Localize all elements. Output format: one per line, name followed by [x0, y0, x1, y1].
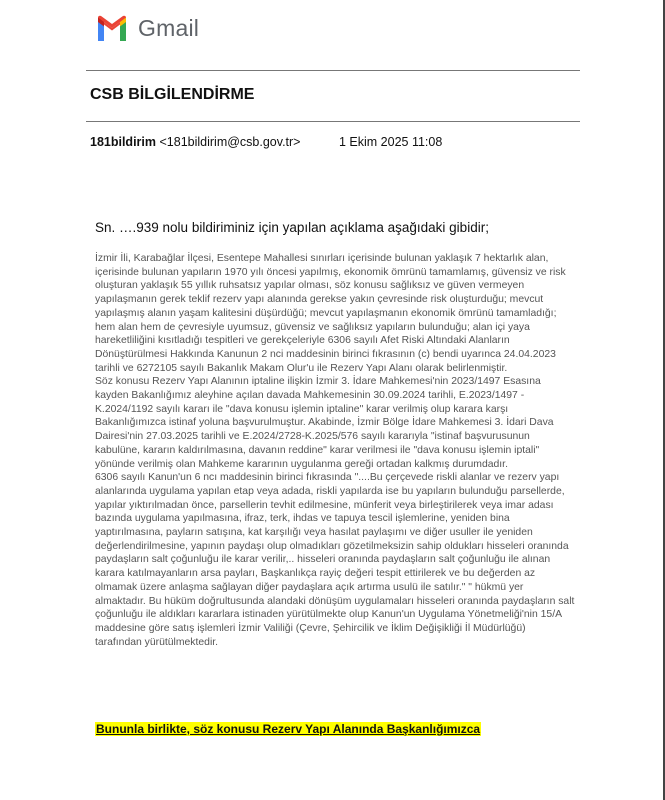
body-paragraph: Söz konusu Rezerv Yapı Alanının iptaline ilişkin İzmir 3. İdare Mahkemesi'nin 2023/1497 Esasına kayden Bakanlığımız aleyhine açılan davada Mahkemesinin 30.09.2024 tarihli, E.2023/1497 - K.2024/1192 sayılı kararı ile "dava konusu işlemin iptaline" karar verilmiş olup karara karşı Bakanlığımızca istinaf yoluna başvurulmuştur. Akabinde, İzmir Bölge İdare Mahkemesi 3. İdari Dava Dairesi'nin 27.03.2025 tarihli ve E.2024/2728-K.2025/576 sayılı kararıyla "istinaf başvurusunun kabulüne, kararın kaldırılmasına, davanın reddine" karar verilmesi ile "dava konusu işlemin iptali" yönünde verilmiş olan Mahkeme kararının uygulanma gereği ortadan kalkmış durumdadır.: [95, 376, 554, 470]
body-paragraph: 6306 sayılı Kanun'un 6 ncı maddesinin birinci fıkrasında "....Bu çerçevede riskli alanlar ve rezerv yapı alanlarında uygulama yapılan etap veya adada, riskli yapılarda ise bu yapıların bulunduğu parsellerde, yapılar yıktırılmadan önce, parsellerin tevhit edilmesine, münferit veya birleştirilerek veya imar adası bazında uygulama yapılmasına, ifraz, terk, ihdas ve tapuya tescil işlemlerine, yeniden bina yaptırılmasına, payların satışına, kat karşılığı veya hasılat paylaşımı ve diğer usuller ile yeniden değerlendirilmesine, yapının paydaşı olup olmadıkları gözetilmeksizin sahip oldukları hisseleri oranında paydaşların salt çoğunluğu ile karar verilir,.. hisseleri oranında paydaşların salt çoğunluğu ile alınan karara katılmayanların arsa payları, Başkanlıkça rayiç değeri tespit ettirilerek ve bu değerden az olmamak üzere anlaşma sağlayan diğer paydaşlara açık artırma usulü ile satılır." " hükmü yer almaktadır. Bu hüküm doğrultusunda alandaki dönüşüm uygulamaları hisseleri oranında paydaşların salt çoğunluğu ile aldıkları kararlara istinaden yürütülmekte olup Kanun'un Uygulama Yönetmeliği'nin 15/A maddesine göre satış işlemleri İzmir Valiliği (Çevre, Şehircilik ve İklim Değişikliği İl Müdürlüğü) tarafından yürütülmektedir.: [95, 472, 575, 648]
gmail-m-icon: [95, 14, 129, 42]
sender-name[interactable]: 181bildirim: [90, 135, 156, 149]
email-greeting: Sn. ….939 nolu bildiriminiz için yapılan açıklama aşağıdaki gibidir;: [95, 220, 489, 235]
sender-address[interactable]: <181bildirim@csb.gov.tr>: [159, 135, 301, 149]
body-paragraph: İzmir İli, Karabağlar İlçesi, Esentepe Mahallesi sınırları içerisinde bulunan yaklaşık 7 hektarlık alan, içerisinde bulunan yapıların 1970 yılı öncesi yapılmış, ekonomik ömrünü tamamlamış, güvensiz ve risk oluşturan yaklaşık 55 yıllık ruhsatsız yapılar olması, söz konusu sağlıksız ve güven vermeyen yapılaşmanın gerek teklif rezerv yapı alanında gerekse yakın çevresinde risk oluşturduğu; mevcut yapılaşmış alanın yaşam kalitesini düşürdüğü; mevcut yapılaşmanın ekonomik ömrünü tamamladığı; hem alan hem de çevresiyle uyumsuz, güvensiz ve sağlıksız yapıların bulunduğu; alan içi yaya hareketliliğini kısıtladığı tespitleri ve gerekçeleriyle 6306 sayılı Afet Riski Altındaki Alanların Dönüştürülmesi Hakkında Kanunun 2 nci maddesinin birinci fıkrasının (c) bendi uyarınca 24.04.2023 tarihli ve 6272105 sayılı Bakanlık Makam Olur'u ile Rezerv Yapı Alanı olarak belirlenmiştir.: [95, 253, 566, 374]
gmail-logo: [95, 14, 199, 42]
email-body: [95, 252, 575, 649]
gmail-wordmark: Gmail: [138, 14, 200, 41]
email-subject: CSB BİLGİLENDİRME: [90, 86, 255, 103]
header-divider: [86, 70, 580, 71]
email-date: 1 Ekim 2025 11:08: [339, 135, 443, 149]
highlighted-sentence: Bununla birlikte, söz konusu Rezerv Yapı Alanında Başkanlığımızca: [96, 722, 481, 736]
subject-divider: [86, 121, 580, 122]
email-meta: [90, 135, 443, 149]
